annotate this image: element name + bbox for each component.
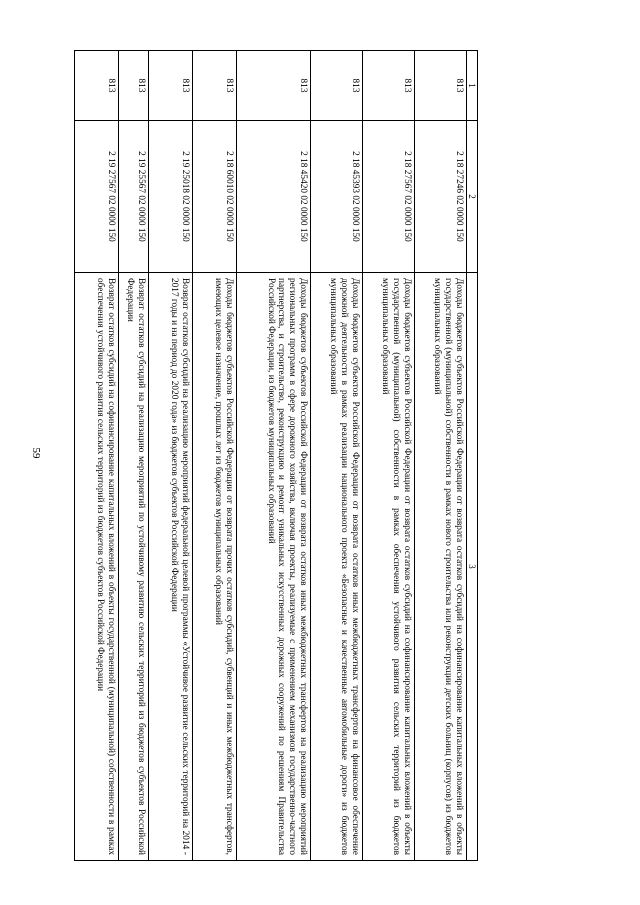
budget-code-cell: 2 19 25567 02 0000 150: [119, 121, 149, 273]
header-col-1: 1: [467, 51, 478, 121]
admin-code-cell: 813: [149, 51, 193, 121]
page-number: 59: [30, 447, 42, 459]
rotated-table-container: [88, 50, 478, 860]
table-row: [363, 51, 415, 861]
description-cell: Возврат остатков субсидий на реализацию мероприятий федеральной целевой программы «Устойчивое развитие сельских территорий на 2014 - 2017 годы и на период до 2020 года» из бюджетов субъектов Российской Федерации: [149, 273, 193, 861]
budget-code-cell: 2 19 25018 02 0000 150: [149, 121, 193, 273]
description-cell: Доходы бюджетов субъектов Российской Федерации от возврата остатков иных межбюджетных трансфертов на реализацию мероприятий региональных программ в сфере дорожного хозяйства, включая проекты, реализуемые с применением механизмов государственно-частного партнерства, и строительство, реконструкцию и ремонт уникальных искусственных дорожных сооружений по решениям Правительства Российской Федерации, из бюджетов муниципальных образований: [237, 273, 311, 861]
admin-code-cell: 813: [193, 51, 237, 121]
description-cell: Доходы бюджетов субъектов Российской Федерации от возврата остатков субсидий на софинансирование капитальных вложений в объекты государственной (муниципальной) собственности в рамках обеспечения устойчивого развития сельских территорий из бюджетов муниципальных образований: [363, 273, 415, 861]
admin-code-cell: 813: [75, 51, 119, 121]
budget-code-cell: 2 18 45393 02 0000 150: [311, 121, 363, 273]
budget-code-cell: 2 18 60010 02 0000 150: [193, 121, 237, 273]
admin-code-cell: 813: [415, 51, 467, 121]
table-row: [75, 51, 119, 861]
table-row: [311, 51, 363, 861]
table-row: [119, 51, 149, 861]
admin-code-cell: 813: [363, 51, 415, 121]
table-header-row: [467, 51, 478, 861]
header-col-3: 3: [467, 273, 478, 861]
description-cell: Возврат остатков субсидий на реализацию мероприятий по устойчивому развитию сельских территорий из бюджетов субъектов Российской Федерации: [119, 273, 149, 861]
budget-code-cell: 2 19 27567 02 0000 150: [75, 121, 119, 273]
budget-code-cell: 2 18 27246 02 0000 150: [415, 121, 467, 273]
table-row: [149, 51, 193, 861]
table-row: [415, 51, 467, 861]
table-row: [237, 51, 311, 861]
admin-code-cell: 813: [237, 51, 311, 121]
description-cell: Доходы бюджетов субъектов Российской Федерации от возврата остатков субсидий на софинансирование капитальных вложений в объекты государственной (муниципальной) собственности в рамках нового строительства или реконструкции детских больниц (корпусов) из бюджетов муниципальных образований: [415, 273, 467, 861]
description-cell: Доходы бюджетов субъектов Российской Федерации от возврата прочих остатков субсидий, субвенций и иных межбюджетных трансфертов, имеющих целевое назначение, прошлых лет из бюджетов муниципальных образований: [193, 273, 237, 861]
table-row: [193, 51, 237, 861]
budget-code-cell: 2 18 27567 02 0000 150: [363, 121, 415, 273]
header-col-2: 2: [467, 121, 478, 273]
revenue-codes-table: [74, 50, 478, 861]
description-cell: Доходы бюджетов субъектов Российской Федерации от возврата остатков иных межбюджетных трансфертов на финансовое обеспечение дорожной деятельности в рамках реализации национального проекта «Безопасные и качественные автомобильные дороги» из бюджетов муниципальных образований: [311, 273, 363, 861]
budget-code-cell: 2 18 45420 02 0000 150: [237, 121, 311, 273]
admin-code-cell: 813: [311, 51, 363, 121]
admin-code-cell: 813: [119, 51, 149, 121]
description-cell: Возврат остатков субсидий на софинансирование капитальных вложений в объекты государственной (муниципальной) собственности в рамках обеспечения устойчивого развития сельских территорий из бюджетов субъектов Российской Федерации: [75, 273, 119, 861]
